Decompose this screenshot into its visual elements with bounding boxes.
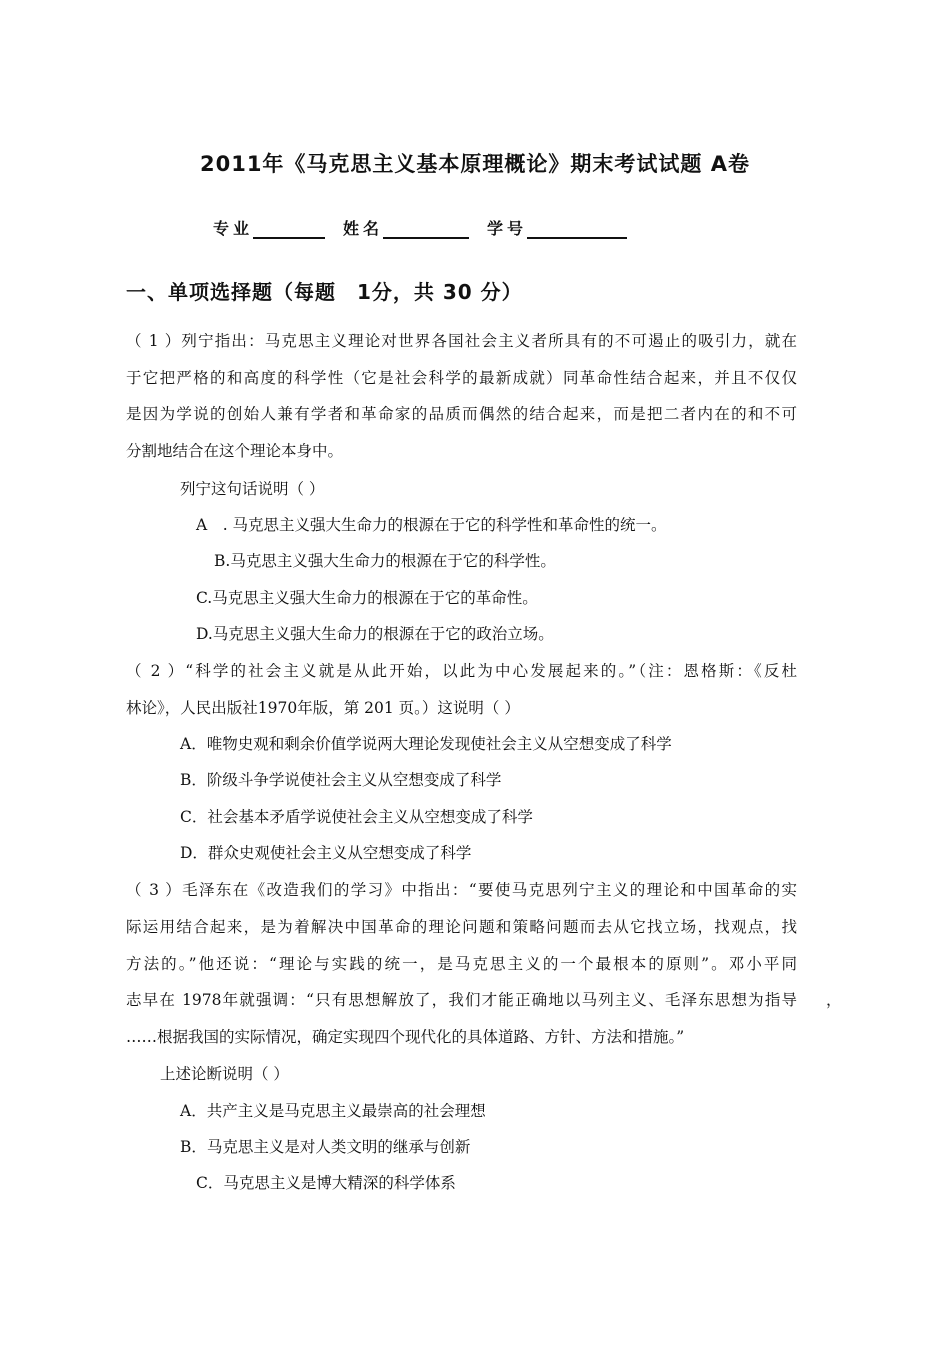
q3-option-c: C．马克思主义是博大精深的科学体系 xyxy=(196,1174,456,1192)
q3-line-3: 方法的。”他还说：“理论与实践的统一，是马克思主义的一个最根本的原则”。邓小平同 xyxy=(126,955,797,973)
q2-option-d: D．群众史观使社会主义从空想变成了科学 xyxy=(180,844,472,862)
q1-line-2: 于它把严格的和高度的科学性（它是社会科学的最新成就）同革命性结合起来，并且不仅仅 xyxy=(126,369,797,387)
q1-line-1: （ 1 ）列宁指出：马克思主义理论对世界各国社会主义者所具有的不可遏止的吸引力，就在 xyxy=(126,332,797,350)
name-label: 姓名 xyxy=(343,219,384,238)
q3-line-1: （ 3 ）毛泽东在《改造我们的学习》中指出：“要使马克思列宁主义的理论和中国革命的实 xyxy=(126,881,797,899)
q1-line-4: 分割地结合在这个理论本身中。 xyxy=(126,442,344,460)
q1-option-b: B.马克思主义强大生命力的根源在于它的科学性。 xyxy=(214,552,556,570)
q2-line-2: 林论》，人民出版社1970年版，第 201 页。）这说明（ ） xyxy=(126,699,520,717)
q2-option-a: A．唯物史观和剩余价值学说两大理论发现使社会主义从空想变成了科学 xyxy=(180,735,672,753)
q3-line-4: 志早在 1978年就强调：“只有思想解放了，我们才能正确地以马列主义、毛泽东思想为指导 xyxy=(126,991,797,1009)
q3-stem: 上述论断说明（ ） xyxy=(160,1065,289,1083)
page-title: 2011年《马克思主义基本原理概论》期末考试试题 A卷 xyxy=(199,152,750,176)
student-info-row xyxy=(213,216,645,239)
q3-option-a: A．共产主义是马克思主义最崇高的社会理想 xyxy=(180,1102,486,1120)
name-blank[interactable] xyxy=(383,221,469,239)
major-label: 专业 xyxy=(213,219,254,238)
q3-line-2: 际运用结合起来，是为着解决中国革命的理论问题和策略问题而去从它找立场，找观点，找 xyxy=(126,918,797,936)
section-heading: 一、单项选择题（每题 1分，共 30 分） xyxy=(126,280,523,304)
q1-option-c: C.马克思主义强大生命力的根源在于它的革命性。 xyxy=(196,589,538,607)
q1-stem: 列宁这句话说明（ ） xyxy=(180,480,325,498)
q3-line-5: ……根据我国的实际情况，确定实现四个现代化的具体道路、方针、方法和措施。” xyxy=(126,1028,685,1046)
q3-option-b: B．马克思主义是对人类文明的继承与创新 xyxy=(180,1138,471,1156)
q1-line-3: 是因为学说的创始人兼有学者和革命家的品质而偶然的结合起来，而是把二者内在的和不可 xyxy=(126,405,797,423)
q1-option-a: A . 马克思主义强大生命力的根源在于它的科学性和革命性的统一。 xyxy=(196,516,667,534)
student-id-blank[interactable] xyxy=(527,221,627,239)
q2-line-1: （ 2 ）“科学的社会主义就是从此开始，以此为中心发展起来的。”（注：恩格斯：《反杜 xyxy=(126,662,797,680)
student-id-label: 学号 xyxy=(487,219,528,238)
q1-option-d: D.马克思主义强大生命力的根源在于它的政治立场。 xyxy=(196,625,554,643)
q2-option-c: C．社会基本矛盾学说使社会主义从空想变成了科学 xyxy=(180,808,533,826)
major-blank[interactable] xyxy=(253,221,325,239)
q3-trailing-comma: ， xyxy=(826,991,842,1009)
q2-option-b: B．阶级斗争学说使社会主义从空想变成了科学 xyxy=(180,771,502,789)
